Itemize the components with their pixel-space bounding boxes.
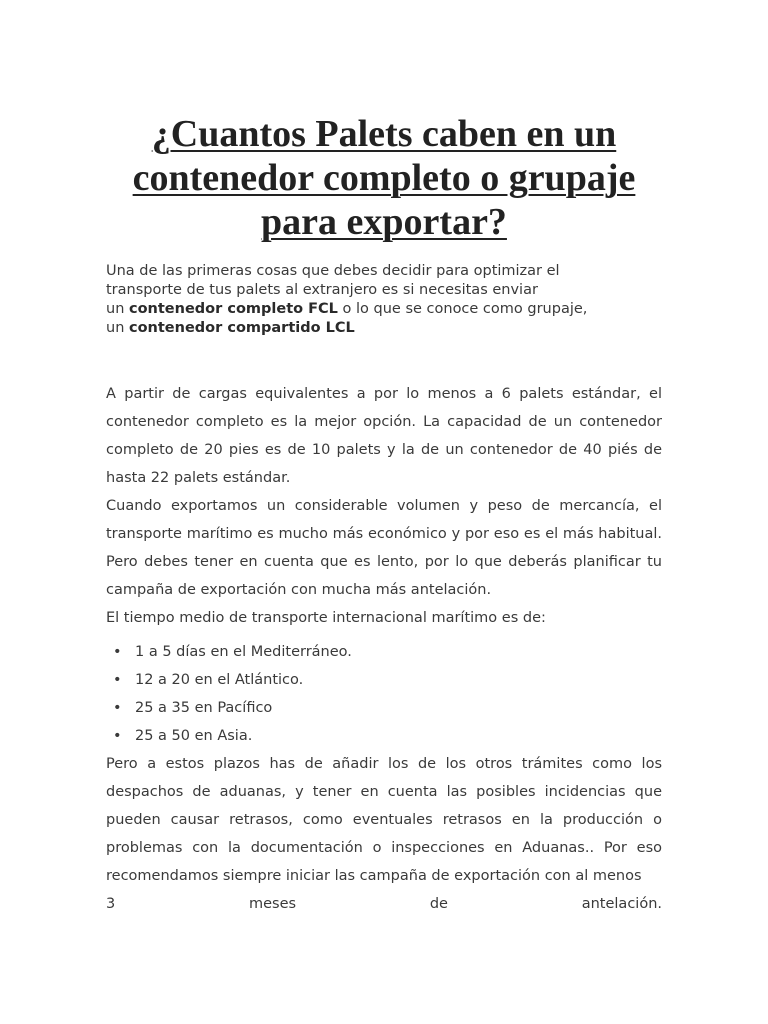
transit-times-list bbox=[106, 638, 662, 750]
intro-line-3-suffix: o lo que se conoce como grupaje, bbox=[337, 301, 588, 317]
maritime-paragraph: Cuando exportamos un considerable volumen y peso de mercancía, el transporte marítimo es mucho más económico y por eso es el más habitual. Pero debes tener en cuenta que es lento, por lo que deberás planificar tu campaña de exportación con mucha más antelación. bbox=[106, 498, 662, 598]
delays-paragraph: Pero a estos plazos has de añadir los de los otros trámites como los despachos de aduanas, y tener en cuenta las posibles incidencias que pueden causar retrasos, como eventuales retrasos en la producción o problemas con la documentación o inspecciones en Aduanas.. Por eso recomendamos siempre iniciar las campaña de exportación con al menos bbox=[106, 756, 662, 884]
intro-line-3-prefix: un bbox=[106, 301, 129, 317]
capacity-paragraph: A partir de cargas equivalentes a por lo menos a 6 palets estándar, el contenedor completo es la mejor opción. La capacidad de un contenedor completo de 20 pies es de 10 palets y la de un contenedor de 40 piés de hasta 22 palets estándar. bbox=[106, 386, 662, 486]
intro-line-4-prefix: un bbox=[106, 320, 129, 336]
fcl-term: contenedor completo FCL bbox=[129, 301, 338, 317]
lcl-term: contenedor compartido LCL bbox=[129, 320, 355, 336]
delays-paragraph-end: 3 meses de antelación. bbox=[106, 896, 662, 912]
list-item: • 25 a 35 en Pacífico bbox=[135, 694, 662, 722]
intro-line-1: Una de las primeras cosas que debes decidir para optimizar el bbox=[106, 263, 560, 279]
intro-line-2: transporte de tus palets al extranjero es si necesitas enviar bbox=[106, 282, 538, 298]
list-item: • 1 a 5 días en el Mediterráneo. bbox=[135, 638, 662, 666]
list-item: • 25 a 50 en Asia. bbox=[135, 722, 662, 750]
document-title: ¿Cuantos Palets caben en un contenedor completo o grupaje para exportar? bbox=[132, 113, 636, 243]
document-body bbox=[106, 380, 662, 918]
transit-intro-paragraph: El tiempo medio de transporte internacional marítimo es de: bbox=[106, 610, 546, 626]
intro-paragraph bbox=[106, 262, 662, 338]
list-item: • 12 a 20 en el Atlántico. bbox=[135, 666, 662, 694]
